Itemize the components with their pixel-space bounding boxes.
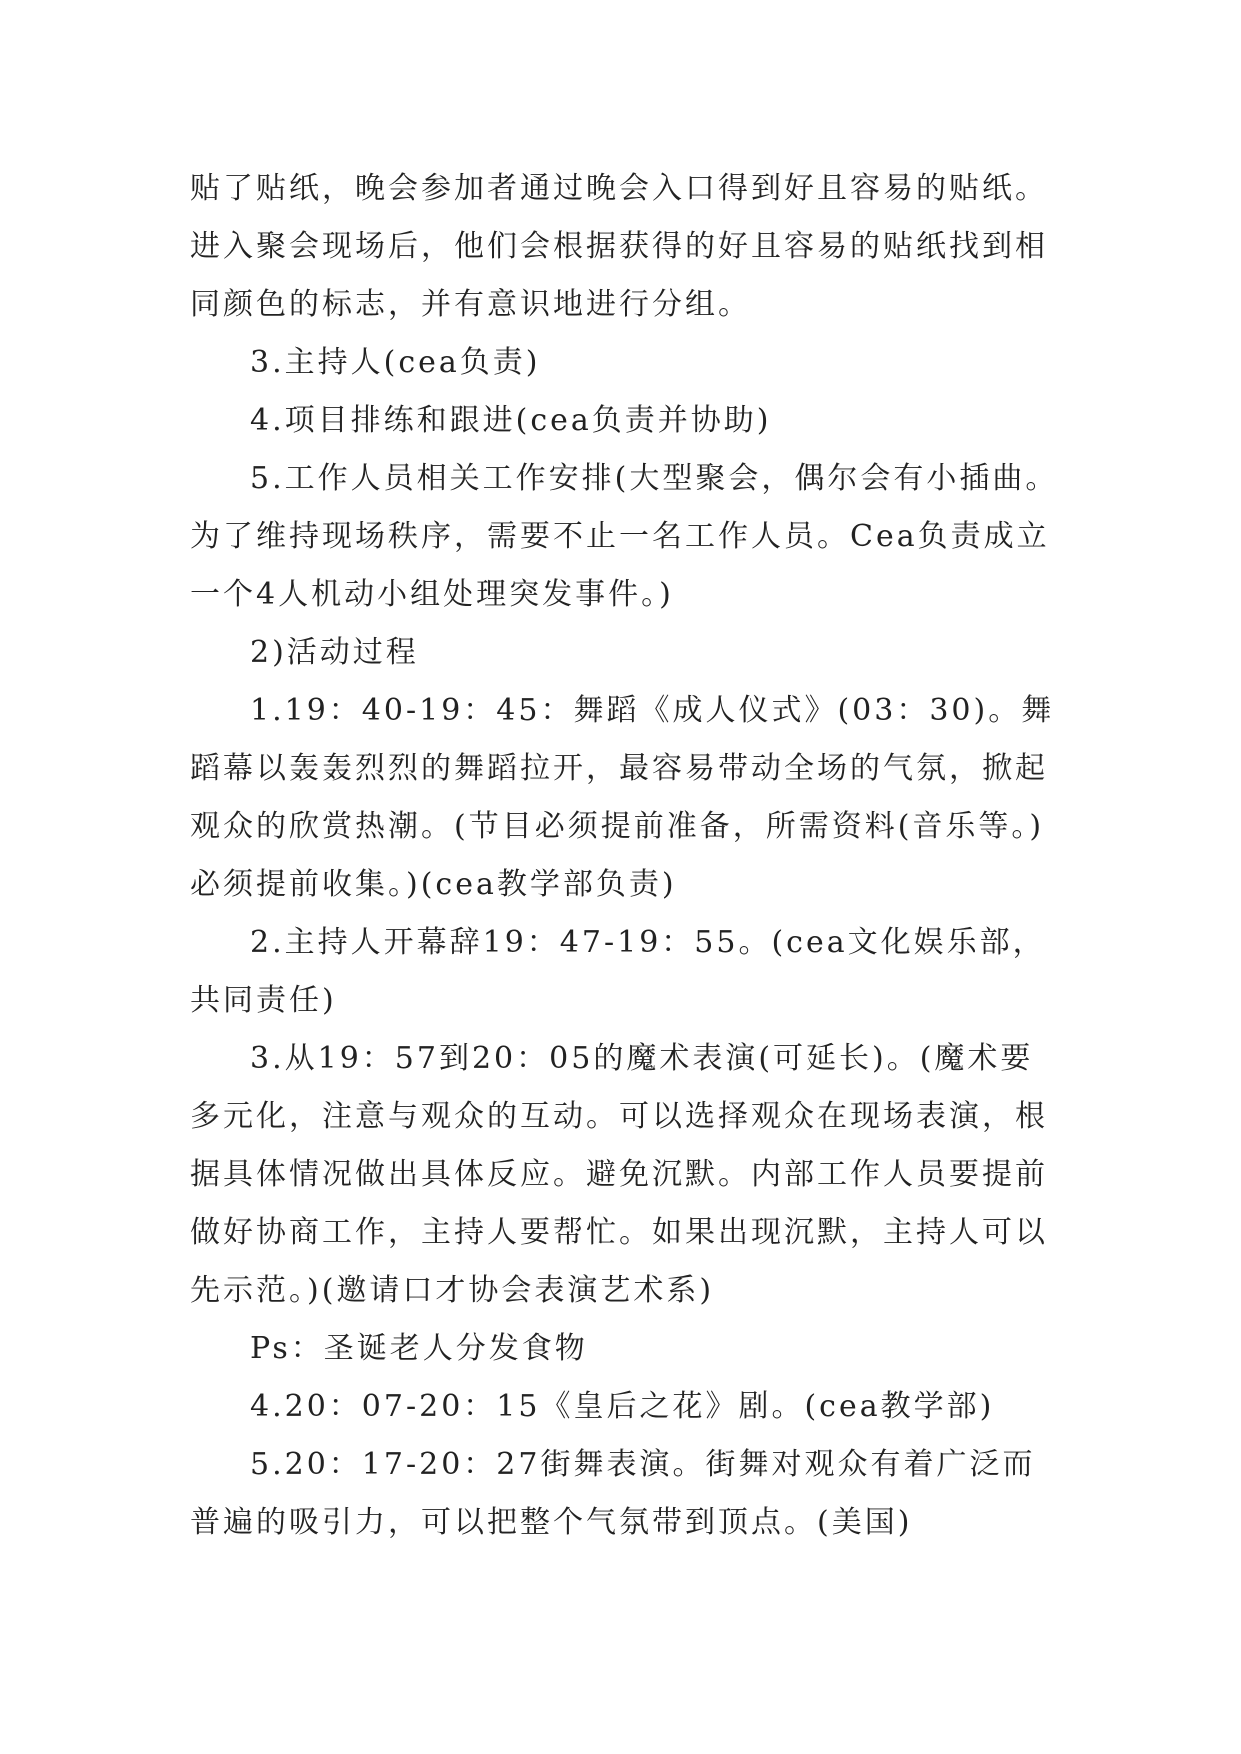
paragraph-rehearsal: 4.项目排练和跟进(cea负责并协助) [250, 403, 772, 438]
paragraph-magic-show: 3.从19：57到20：05的魔术表演(可延长)。(魔术要多元化，注意与观众的互动。可以选择观众在现场表演，根据具体情况做出具体反应。避免沉默。内部工作人员要提前做好协商工作，主持人要帮忙。如果出现沉默，主持人可以先示范。)(邀请口才协会表演艺术系) [190, 1041, 1048, 1308]
paragraph-opening-speech: 2.主持人开幕辞19：47-19：55。(cea文化娱乐部，共同责任) [190, 925, 1046, 1018]
document-body [190, 160, 1060, 1552]
paragraph-drama: 4.20：07-20：15《皇后之花》剧。(cea教学部) [250, 1389, 995, 1424]
section-heading-activity-process: 2)活动过程 [250, 635, 419, 670]
paragraph-street-dance: 5.20：17-20：27街舞表演。街舞对观众有着广泛而普遍的吸引力，可以把整个气氛带到顶点。(美国) [190, 1447, 1036, 1540]
paragraph-ps-santa: Ps：圣诞老人分发食物 [250, 1331, 588, 1366]
paragraph-staff-arrangement: 5.工作人员相关工作安排(大型聚会，偶尔会有小插曲。为了维持现场秩序，需要不止一名工作人员。Cea负责成立一个4人机动小组处理突发事件。) [190, 461, 1059, 612]
paragraph-sticker-grouping: 贴了贴纸，晚会参加者通过晚会入口得到好且容易的贴纸。进入聚会现场后，他们会根据获得的好且容易的贴纸找到相同颜色的标志，并有意识地进行分组。 [190, 171, 1048, 322]
paragraph-host: 3.主持人(cea负责) [250, 345, 541, 380]
paragraph-dance-opening: 1.19：40-19：45：舞蹈《成人仪式》(03：30)。舞蹈幕以轰轰烈烈的舞蹈拉开，最容易带动全场的气氛，掀起观众的欣赏热潮。(节目必须提前准备，所需资料(音乐等。)必须提前收集。)(cea教学部负责) [190, 693, 1055, 902]
